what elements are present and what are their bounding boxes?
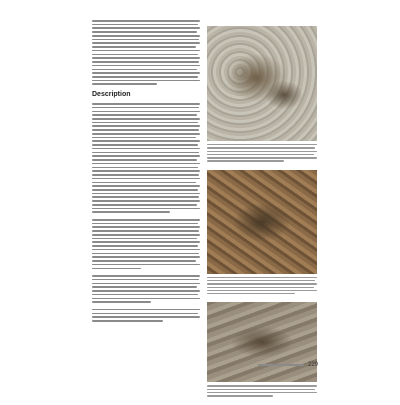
running-title [258, 364, 304, 366]
description-paragraph-3 [92, 275, 200, 303]
figure-caption-2 [207, 274, 317, 303]
description-paragraph-2 [92, 219, 200, 269]
page-footer [206, 362, 318, 368]
description-paragraph-1 [92, 103, 200, 213]
figure-photo-1 [207, 26, 317, 141]
section-heading: Description [92, 91, 131, 99]
figure-photo-2 [207, 170, 317, 274]
figure-caption-3 [207, 382, 317, 404]
page-number: 229 [307, 362, 318, 368]
description-paragraph-4 [92, 309, 200, 322]
body-text-column [92, 20, 200, 328]
intro-paragraph [92, 20, 200, 85]
figure-photo-3 [207, 302, 317, 382]
figures-column [207, 26, 317, 405]
figure-caption-1 [207, 141, 317, 170]
